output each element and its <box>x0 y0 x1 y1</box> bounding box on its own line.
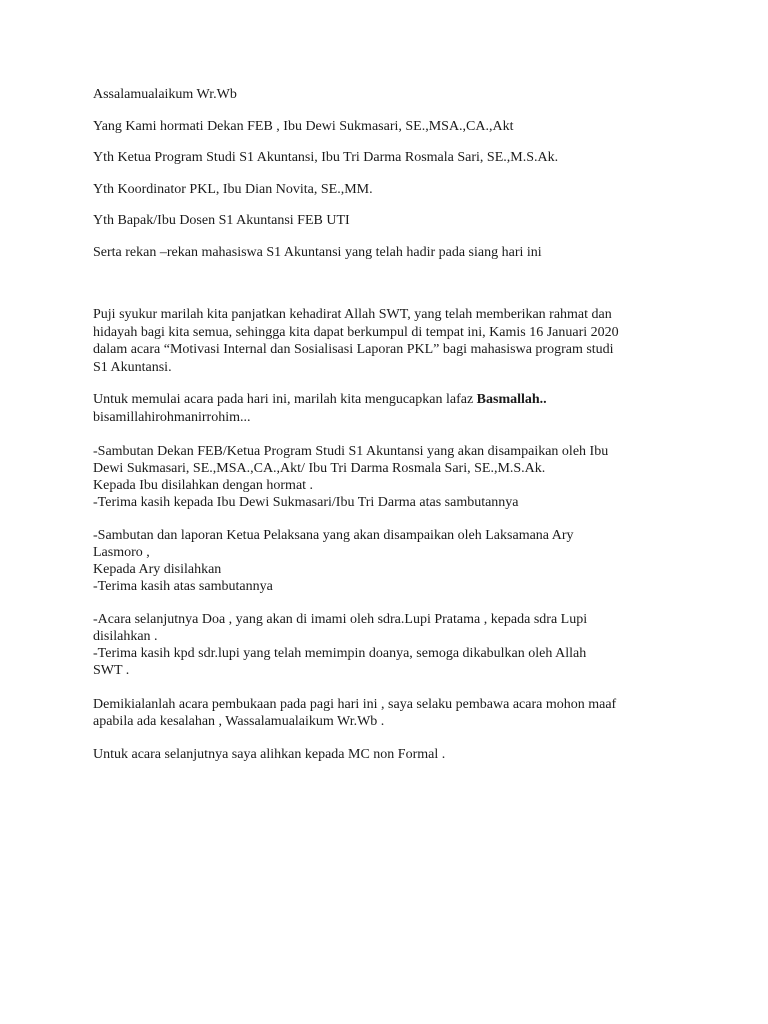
penutup-line: apabila ada kesalahan , Wassalamualaikum Wr.Wb . <box>93 714 385 729</box>
document-body <box>93 86 683 764</box>
sambutan-dekan-line: -Sambutan Dekan FEB/Ketua Program Studi S1 Akuntansi yang akan disampaikan oleh Ibu <box>93 444 609 459</box>
opening-line: Puji syukur marilah kita panjatkan kehadirat Allah SWT, yang telah memberikan rahmat dan <box>93 307 612 322</box>
basmallah-prefix: Untuk memulai acara pada hari ini, marilah kita mengucapkan lafaz <box>93 392 477 407</box>
sambutan-dekan-line: -Terima kasih kepada Ibu Dewi Sukmasari/Ibu Tri Darma atas sambutannya <box>93 495 519 510</box>
sambutan-dekan-line: Dewi Sukmasari, SE.,MSA.,CA.,Akt/ Ibu Tri Darma Rosmala Sari, SE.,M.S.Ak. <box>93 461 546 476</box>
opening-line: hidayah bagi kita semua, sehingga kita dapat berkumpul di tempat ini, Kamis 16 Januari 2020 <box>93 324 619 340</box>
greeting-dosen: Yth Bapak/Ibu Dosen S1 Akuntansi FEB UTI <box>93 213 350 228</box>
sambutan-ketua-line: Kepada Ary disilahkan <box>93 562 222 577</box>
salam-line: Assalamualaikum Wr.Wb <box>93 87 237 102</box>
basmallah-paragraph <box>93 391 683 426</box>
penutup-block <box>93 696 683 730</box>
bismillah-line: bisamillahirohmanirrohim... <box>93 409 251 425</box>
mc-line: Untuk acara selanjutnya saya alihkan kepada MC non Formal . <box>93 747 446 762</box>
doa-line: disilahkan . <box>93 629 158 644</box>
doa-line: -Acara selanjutnya Doa , yang akan di imami oleh sdra.Lupi Pratama , kepada sdra Lupi <box>93 612 588 627</box>
opening-line: S1 Akuntansi. <box>93 359 172 375</box>
doa-line: SWT . <box>93 663 130 678</box>
penutup-line: Demikialanlah acara pembukaan pada pagi hari ini , saya selaku pembawa acara mohon maaf <box>93 697 617 712</box>
sambutan-dekan-line: Kepada Ibu disilahkan dengan hormat . <box>93 478 314 493</box>
sambutan-ketua-line: -Terima kasih atas sambutannya <box>93 579 273 594</box>
doa-line: -Terima kasih kpd sdr.lupi yang telah memimpin doanya, semoga dikabulkan oleh Allah <box>93 646 587 661</box>
greeting-dekan: Yang Kami hormati Dekan FEB , Ibu Dewi Sukmasari, SE.,MSA.,CA.,Akt <box>93 118 514 134</box>
basmallah-bold: Basmallah.. <box>476 392 547 407</box>
greeting-rekan: Serta rekan –rekan mahasiswa S1 Akuntansi yang telah hadir pada siang hari ini <box>93 244 542 260</box>
sambutan-ketua-line: -Sambutan dan laporan Ketua Pelaksana yang akan disampaikan oleh Laksamana Ary <box>93 528 574 543</box>
sambutan-ketua-line: Lasmoro , <box>93 545 150 560</box>
sambutan-dekan-block <box>93 443 683 511</box>
greeting-koordinator: Yth Koordinator PKL, Ibu Dian Novita, SE.,MM. <box>93 181 373 197</box>
opening-line: dalam acara “Motivasi Internal dan Sosialisasi Laporan PKL” bagi mahasiswa program studi <box>93 342 614 357</box>
greeting-kaprodi: Yth Ketua Program Studi S1 Akuntansi, Ibu Tri Darma Rosmala Sari, SE.,M.S.Ak. <box>93 150 559 165</box>
sambutan-ketua-block <box>93 527 683 595</box>
basmallah-line <box>93 391 683 409</box>
opening-paragraph <box>93 306 683 376</box>
doa-block <box>93 611 683 679</box>
